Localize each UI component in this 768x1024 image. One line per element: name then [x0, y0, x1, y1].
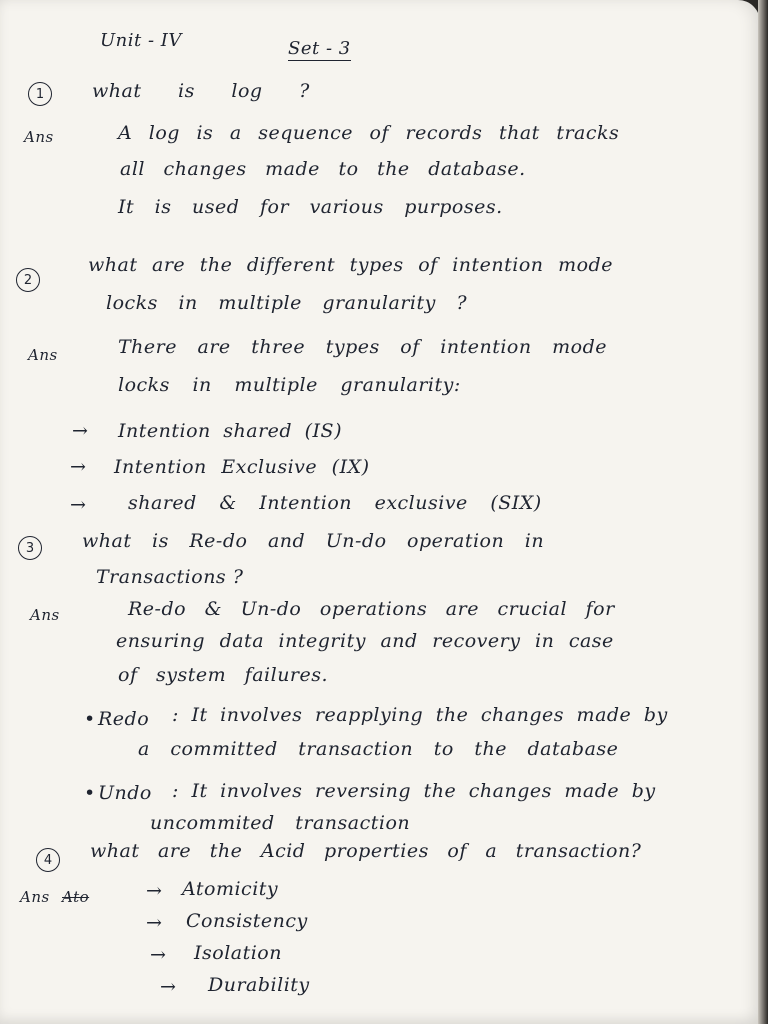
- bullet-icon: •: [84, 782, 96, 804]
- question-3-line-2: Transactions ?: [96, 566, 244, 588]
- list-arrow: →: [70, 494, 87, 516]
- set-heading: Set - 3: [288, 38, 351, 59]
- answer-3-line-3: of system failures.: [118, 664, 329, 686]
- bullet-icon: •: [84, 708, 96, 730]
- undo-line-2: uncommited transaction: [150, 812, 411, 834]
- page-edge-shadow: [758, 0, 768, 1024]
- acid-item-4: Durability: [208, 974, 310, 996]
- undo-label: Undo: [98, 782, 152, 804]
- intention-mode-item-2: Intention Exclusive (IX): [114, 456, 370, 478]
- answer-3-line-2: ensuring data integrity and recovery in case: [116, 630, 614, 652]
- answer-3-line-1: Re-do & Un-do operations are crucial for: [128, 598, 615, 620]
- answer-label-2: Ans: [28, 346, 58, 364]
- answer-1-line-2: all changes made to the database.: [120, 158, 526, 180]
- answer-label-3: Ans: [30, 606, 60, 624]
- list-arrow: →: [72, 420, 89, 442]
- answer-2-line-2: locks in multiple granularity:: [118, 374, 461, 396]
- redo-line-1: : It involves reapplying the changes made by: [172, 704, 668, 726]
- question-1: what is log ?: [92, 80, 310, 102]
- list-arrow: →: [160, 976, 177, 998]
- list-arrow: →: [146, 912, 163, 934]
- answer-label-1: Ans: [24, 128, 54, 146]
- unit-heading: Unit - IV: [100, 30, 182, 51]
- redo-label: Redo: [98, 708, 150, 730]
- question-4: what are the Acid properties of a transaction?: [90, 840, 642, 862]
- question-number-4: 4: [36, 848, 60, 872]
- answer-1-line-3: It is used for various purposes.: [118, 196, 503, 218]
- answer-label-4: Ans: [20, 888, 50, 906]
- list-arrow: →: [70, 456, 87, 478]
- redo-line-2: a committed transaction to the database: [138, 738, 619, 760]
- undo-line-1: : It involves reversing the changes made by: [172, 780, 656, 802]
- acid-item-2: Consistency: [186, 910, 308, 932]
- question-number-1: 1: [28, 82, 52, 106]
- list-arrow: →: [146, 880, 163, 902]
- answer-1-line-1: A log is a sequence of records that tracks: [118, 122, 620, 144]
- list-arrow: →: [150, 944, 167, 966]
- struck-text: Ato: [62, 888, 90, 906]
- intention-mode-item-1: Intention shared (IS): [118, 420, 342, 442]
- question-2-line-2: locks in multiple granularity ?: [106, 292, 468, 314]
- intention-mode-item-3: shared & Intention exclusive (SIX): [128, 492, 542, 514]
- question-2-line-1: what are the different types of intention mode: [88, 254, 613, 276]
- question-number-2: 2: [16, 268, 40, 292]
- question-3-line-1: what is Re-do and Un-do operation in: [82, 530, 545, 552]
- acid-item-3: Isolation: [194, 942, 282, 964]
- question-number-3: 3: [18, 536, 42, 560]
- acid-item-1: Atomicity: [182, 878, 279, 900]
- answer-2-line-1: There are three types of intention mode: [118, 336, 607, 358]
